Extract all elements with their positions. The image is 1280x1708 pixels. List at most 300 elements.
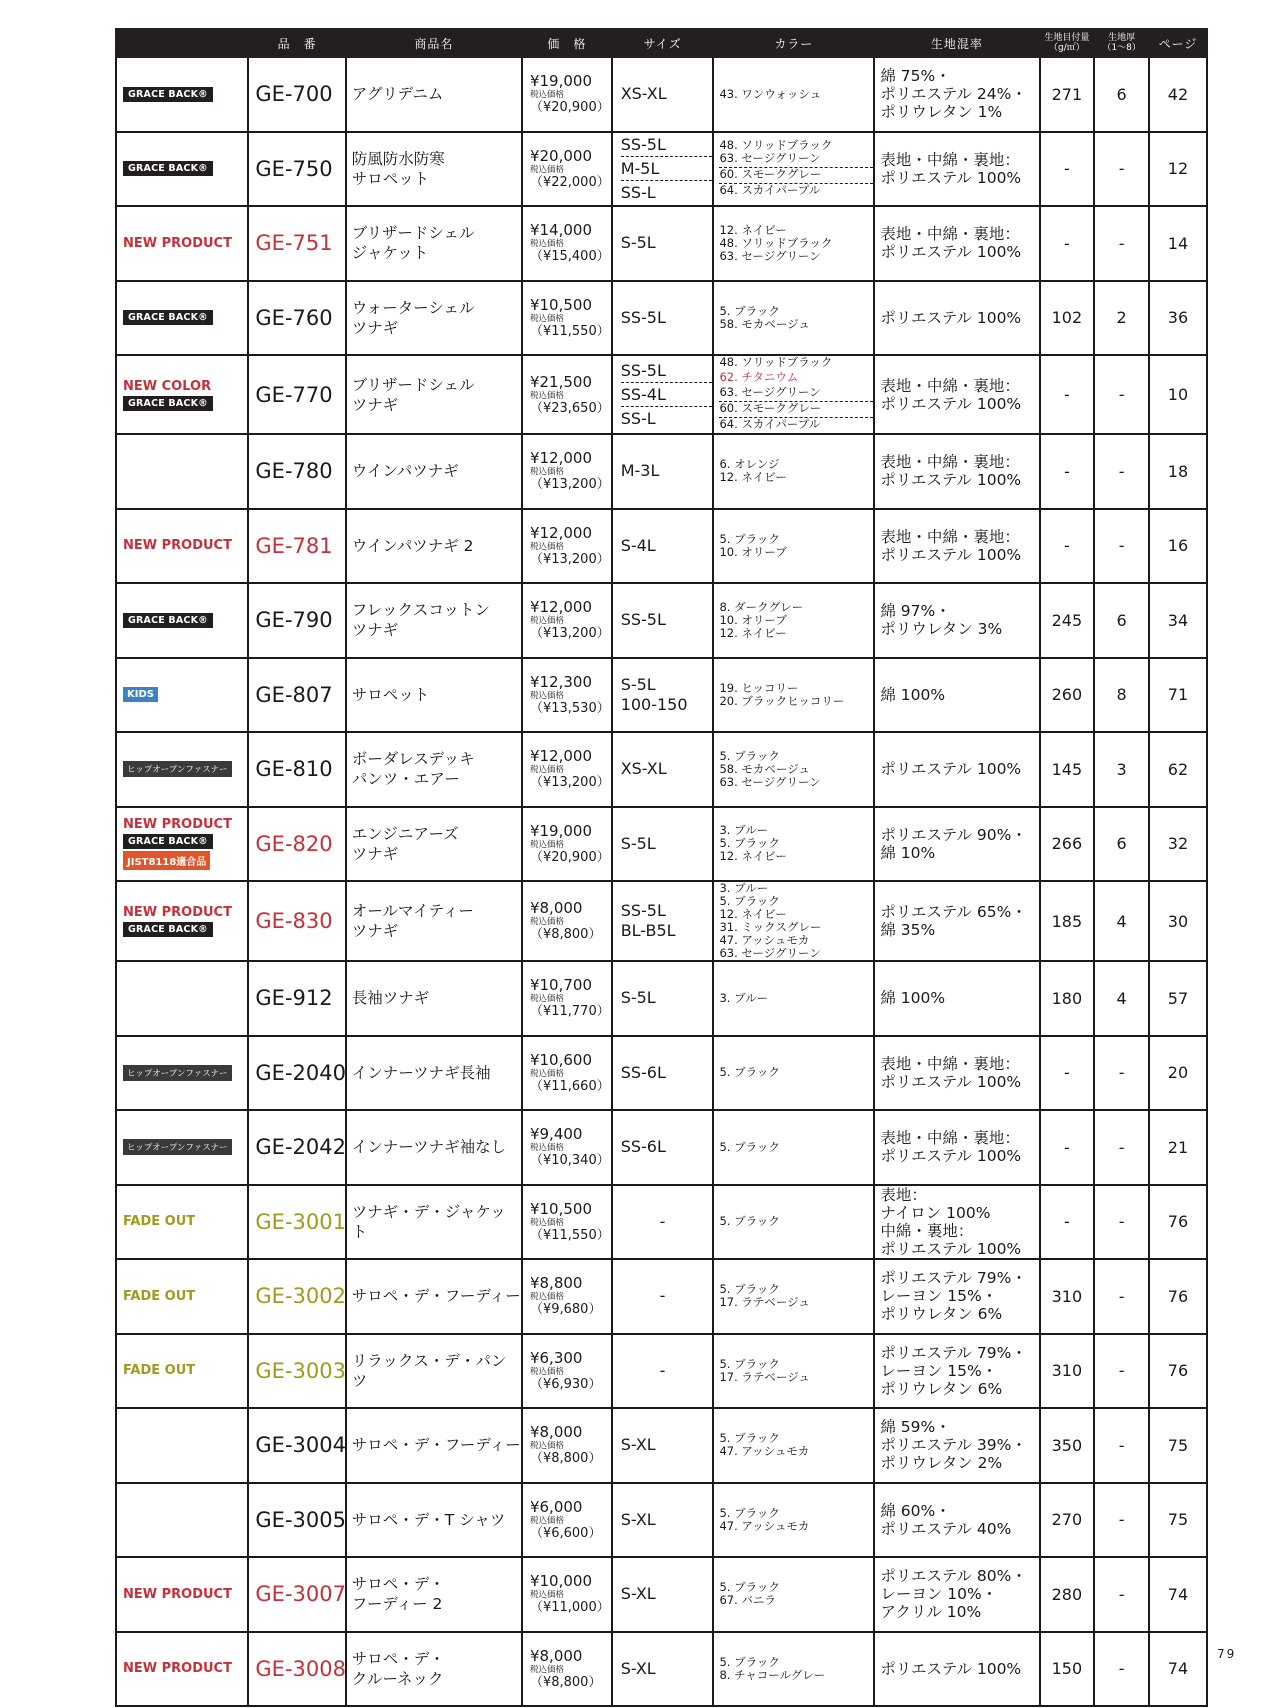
price-tax-value: （¥13,200） [529,477,610,493]
model-number: GE-770 [248,355,345,434]
badge-kids: KIDS [123,687,158,702]
badge-new-product: NEW PRODUCT [123,235,232,251]
badge-grace-back: GRACE BACK® [123,613,213,628]
price-tax-label: 税込価格 [529,1068,564,1079]
header-thickness-range: （1〜8） [1102,43,1141,53]
size-group: SS-L [620,409,656,428]
model-number: GE-2040 [248,1036,345,1111]
price-tax-value: （¥11,770） [529,1004,610,1020]
material-cell: 綿 59%・ ポリエステル 39%・ ポリウレタン 2% [874,1408,1039,1483]
table-row [116,881,1207,961]
size-group: SS-4L [621,383,713,407]
badge-cell [116,1185,248,1260]
thickness-cell: - [1094,1483,1149,1558]
material-cell: ポリエステル 79%・ レーヨン 15%・ ポリウレタン 6% [874,1259,1039,1334]
thickness-cell: - [1094,1036,1149,1111]
price-cell [522,1483,612,1558]
model-number: GE-830 [248,881,345,961]
header-page: ページ [1149,29,1207,57]
price-cell [522,1557,612,1632]
price-cell [522,658,612,733]
color-group: 60. スモークグレー [719,402,873,418]
price-tax-label: 税込価格 [529,1217,564,1228]
material-cell: ポリエステル 65%・ 綿 35% [874,881,1039,961]
price-value: ¥8,000 [529,899,583,917]
badge-new-product: NEW PRODUCT [123,817,232,833]
table-row [116,1632,1207,1707]
material-cell: ポリエステル 80%・ レーヨン 10%・ アクリル 10% [874,1557,1039,1632]
material-cell: 表地・中綿・裏地： ポリエステル 100% [874,1110,1039,1185]
price-tax-value: （¥6,930） [529,1376,602,1392]
badge-cell [116,206,248,281]
price-value: ¥9,400 [529,1125,583,1144]
size-groups [621,133,713,204]
thickness-cell: - [1094,1110,1149,1185]
model-number: GE-2042 [248,1110,345,1185]
weight-cell: 310 [1040,1334,1095,1409]
weight-cell: 245 [1040,583,1095,658]
product-name: 長袖ツナギ [346,961,522,1036]
price-cell [522,132,612,207]
model-number: GE-820 [248,807,345,882]
material-cell: 表地： ナイロン 100% 中綿・裏地： ポリエステル 100% [874,1185,1039,1260]
material-cell: 綿 75%・ ポリエステル 24%・ ポリウレタン 1% [874,57,1039,132]
product-name: エンジニアーズ ツナギ [346,807,522,882]
page-cell: 75 [1149,1408,1207,1483]
size-cell: SS-5L BL-B5L [612,881,714,961]
price-tax-label: 税込価格 [529,1292,564,1303]
model-number: GE-912 [248,961,345,1036]
weight-cell: 185 [1040,881,1095,961]
material-cell: ポリエステル 90%・ 綿 10% [874,807,1039,882]
price-cell [522,281,612,356]
badge-cell [116,807,248,882]
header-thickness-label: 生地厚 [1108,33,1136,43]
product-name: サロペ・デ・フーディー [346,1408,522,1483]
page-cell: 42 [1149,57,1207,132]
color-cell [713,355,874,434]
color-cell: 5. ブラック 47. アッシュモカ [713,1408,874,1483]
price-tax-label: 税込価格 [529,917,564,927]
weight-cell: 310 [1040,1259,1095,1334]
badge-hip-open-zipper: ヒップオープンファスナー [123,1139,232,1155]
price-value: ¥12,000 [529,449,592,468]
material-cell: 表地・中綿・裏地： ポリエステル 100% [874,509,1039,584]
size-cell: SS-5L [612,583,714,658]
model-number: GE-3004 [248,1408,345,1483]
price-value: ¥8,000 [529,1646,583,1665]
thickness-cell: 4 [1094,961,1149,1036]
color-cell: 5. ブラック 67. バニラ [713,1557,874,1632]
header-row [116,29,1207,57]
table-row [116,1036,1207,1111]
price-tax-label: 税込価格 [529,1441,564,1452]
product-name: オールマイティー ツナギ [346,881,522,961]
price-value: ¥12,000 [529,598,592,617]
product-name: インナーツナギ長袖 [346,1036,522,1111]
price-tax-label: 税込価格 [529,765,564,776]
thickness-cell: 4 [1094,881,1149,961]
size-group: SS-L [620,183,656,203]
table-row [116,583,1207,658]
size-cell: S-4L [612,509,714,584]
model-number: GE-3003 [248,1334,345,1409]
weight-cell: - [1040,434,1095,509]
thickness-cell: - [1094,206,1149,281]
size-cell: S-5L [612,206,714,281]
color-groups [719,356,873,433]
product-name: リラックス・デ・パンツ [346,1334,522,1409]
material-cell: 綿 60%・ ポリエステル 40% [874,1483,1039,1558]
table-row [116,1483,1207,1558]
price-value: ¥6,000 [529,1497,583,1516]
price-tax-value: （¥20,900） [529,849,610,865]
size-cell: S-5L 100-150 [612,658,714,733]
model-number: GE-780 [248,434,345,509]
model-number: GE-3005 [248,1483,345,1558]
price-value: ¥12,000 [529,523,592,542]
material-cell: 綿 100% [874,658,1039,733]
badge-cell [116,881,248,961]
thickness-cell: 6 [1094,583,1149,658]
badge-cell [116,281,248,356]
size-group: M-5L [621,157,713,181]
table-row [116,732,1207,807]
badge-grace-back: GRACE BACK® [123,834,213,849]
thickness-cell: 3 [1094,732,1149,807]
price-tax-value: （¥10,340） [529,1153,610,1169]
color-cell: 6. オレンジ 12. ネイビー [713,434,874,509]
price-value: ¥14,000 [529,221,592,240]
color-cell: 5. ブラック [713,1036,874,1111]
price-cell [522,206,612,281]
model-number: GE-790 [248,583,345,658]
page-cell: 36 [1149,281,1207,356]
product-name: フレックスコットン ツナギ [346,583,522,658]
weight-cell: 260 [1040,658,1095,733]
page-cell: 62 [1149,732,1207,807]
table-row [116,57,1207,132]
price-tax-label: 税込価格 [529,313,564,324]
page-cell: 74 [1149,1632,1207,1707]
price-tax-value: （¥11,550） [529,1227,610,1243]
thickness-cell: 6 [1094,57,1149,132]
model-number: GE-3008 [248,1632,345,1707]
color-groups [719,139,873,199]
price-value: ¥12,000 [529,747,592,766]
weight-cell: - [1040,206,1095,281]
page-cell: 32 [1149,807,1207,882]
price-tax-value: （¥6,600） [529,1525,602,1541]
badge-cell [116,1557,248,1632]
size-groups [621,359,713,430]
thickness-cell: - [1094,509,1149,584]
color-cell: 5. ブラック 17. ラテベージュ [713,1259,874,1334]
color-cell: 12. ネイビー 48. ソリッドブラック 63. セージグリーン [713,206,874,281]
weight-cell: 271 [1040,57,1095,132]
price-tax-label: 税込価格 [529,616,564,627]
price-tax-value: （¥8,800） [529,1451,602,1467]
price-tax-label: 税込価格 [529,164,564,175]
thickness-cell: - [1094,1185,1149,1260]
material-cell: ポリエステル 100% [874,281,1039,356]
page-cell: 10 [1149,355,1207,434]
model-number: GE-3007 [248,1557,345,1632]
material-cell: 綿 97%・ ポリウレタン 3% [874,583,1039,658]
size-cell [612,132,714,207]
weight-cell: - [1040,509,1095,584]
weight-cell: - [1040,1036,1095,1111]
product-name: ブリザードシェル ツナギ [346,355,522,434]
weight-cell: - [1040,132,1095,207]
price-cell [522,1110,612,1185]
model-number: GE-3002 [248,1259,345,1334]
thickness-cell: 6 [1094,807,1149,882]
header-color: カラー [713,29,874,57]
model-number: GE-751 [248,206,345,281]
model-number: GE-750 [248,132,345,207]
header-weight-unit: （g/㎡） [1049,43,1085,53]
price-value: ¥10,500 [529,295,592,314]
product-name: サロペット [346,658,522,733]
size-group: SS-5L [621,359,713,383]
product-name: ボーダレスデッキ パンツ・エアー [346,732,522,807]
page-cell: 74 [1149,1557,1207,1632]
badge-cell [116,732,248,807]
thickness-cell: - [1094,1557,1149,1632]
page-cell: 20 [1149,1036,1207,1111]
color-cell: 5. ブラック 8. チャコールグレー [713,1632,874,1707]
price-cell [522,1632,612,1707]
weight-cell: - [1040,1110,1095,1185]
price-value: ¥10,000 [529,1572,592,1591]
price-tax-label: 税込価格 [529,1590,564,1601]
product-name: アグリデニム [346,57,522,132]
material-cell: 表地・中綿・裏地： ポリエステル 100% [874,355,1039,434]
price-cell [522,434,612,509]
price-cell [522,881,612,961]
product-name: ブリザードシェル ジャケット [346,206,522,281]
table-row [116,281,1207,356]
page-cell: 76 [1149,1259,1207,1334]
badge-cell [116,658,248,733]
page-cell: 76 [1149,1185,1207,1260]
price-tax-label: 税込価格 [529,239,564,250]
price-cell [522,1185,612,1260]
price-value: ¥12,300 [529,672,592,691]
price-tax-label: 税込価格 [529,1515,564,1526]
badge-cell [116,434,248,509]
price-tax-value: （¥13,200） [529,551,610,567]
price-value: ¥19,000 [529,821,592,840]
size-group: SS-5L [621,133,713,157]
page-cell: 71 [1149,658,1207,733]
size-cell: S-XL [612,1557,714,1632]
header-material: 生地混率 [874,29,1039,57]
model-number: GE-3001 [248,1185,345,1260]
model-number: GE-807 [248,658,345,733]
product-name: サロペ・デ・ フーディー 2 [346,1557,522,1632]
price-tax-label: 税込価格 [529,390,564,401]
size-cell: SS-6L [612,1036,714,1111]
size-cell: S-5L [612,807,714,882]
price-cell [522,509,612,584]
price-value: ¥10,700 [529,976,592,995]
size-cell: XS-XL [612,57,714,132]
price-cell [522,1408,612,1483]
size-cell: SS-6L [612,1110,714,1185]
price-tax-value: （¥11,000） [529,1600,610,1616]
badge-new-product: NEW PRODUCT [123,1661,232,1677]
size-cell: M-3L [612,434,714,509]
material-cell: 表地・中綿・裏地： ポリエステル 100% [874,434,1039,509]
badge-new-product: NEW PRODUCT [123,538,232,554]
price-tax-value: （¥11,550） [529,323,610,339]
size-cell: S-XL [612,1483,714,1558]
price-cell [522,583,612,658]
badge-new-product: NEW PRODUCT [123,905,232,920]
page-cell: 75 [1149,1483,1207,1558]
price-cell [522,1036,612,1111]
badge-cell [116,57,248,132]
size-cell: - [612,1334,714,1409]
size-cell: - [612,1185,714,1260]
badge-cell [116,1483,248,1558]
badge-hip-open-zipper: ヒップオープンファスナー [123,761,232,777]
header-weight-label: 生地目付量 [1044,33,1090,43]
header-price: 価 格 [522,29,612,57]
price-value: ¥20,000 [529,146,592,165]
price-tax-value: （¥20,900） [529,100,610,116]
weight-cell: 180 [1040,961,1095,1036]
page-cell: 34 [1149,583,1207,658]
price-tax-label: 税込価格 [529,994,564,1005]
badge-cell [116,132,248,207]
badge-grace-back: GRACE BACK® [123,161,213,176]
table-row [116,206,1207,281]
material-cell: ポリエステル 79%・ レーヨン 15%・ ポリウレタン 6% [874,1334,1039,1409]
badge-grace-back: GRACE BACK® [123,396,213,411]
color-cell: 5. ブラック 47. アッシュモカ [713,1483,874,1558]
model-number: GE-760 [248,281,345,356]
page-cell: 14 [1149,206,1207,281]
color-cell [713,132,874,207]
thickness-cell: - [1094,355,1149,434]
size-cell: S-XL [612,1632,714,1707]
product-name: サロペ・デ・フーディー [346,1259,522,1334]
color-cell: 5. ブラック 58. モカベージュ [713,281,874,356]
color-cell: 3. ブルー 5. ブラック 12. ネイビー 31. ミックスグレー 47. アッシュモカ 63. セージグリーン [713,881,874,961]
size-cell: - [612,1259,714,1334]
header-size: サイズ [612,29,714,57]
page-cell: 57 [1149,961,1207,1036]
price-tax-value: （¥8,800） [529,1674,602,1690]
badge-cell [116,1110,248,1185]
table-row [116,1334,1207,1409]
price-tax-label: 税込価格 [529,1664,564,1675]
color-group: 63. セージグリーン [719,386,873,402]
color-cell: 5. ブラック 10. オリーブ [713,509,874,584]
price-value: ¥10,600 [529,1050,592,1069]
price-tax-label: 税込価格 [529,1143,564,1154]
table-row [116,1110,1207,1185]
color-group: 64. スカイパープル [719,182,821,197]
price-cell [522,57,612,132]
size-cell [612,355,714,434]
page-cell: 12 [1149,132,1207,207]
color-cell: 5. ブラック 17. ラテベージュ [713,1334,874,1409]
price-tax-value: （¥9,680） [529,1302,602,1318]
price-tax-value: （¥13,530） [529,700,610,716]
color-cell: 5. ブラック [713,1185,874,1260]
price-cell [522,355,612,434]
product-name: ウインパツナギ [346,434,522,509]
weight-cell: 145 [1040,732,1095,807]
color-cell: 5. ブラック 58. モカベージュ 63. セージグリーン [713,732,874,807]
price-value: ¥10,500 [529,1199,592,1218]
header-badge [116,29,248,57]
price-value: ¥21,500 [529,372,592,391]
price-cell [522,807,612,882]
product-name: ツナギ・デ・ジャケット [346,1185,522,1260]
price-tax-label: 税込価格 [529,90,564,101]
product-name: ウォーターシェル ツナギ [346,281,522,356]
product-rows [116,57,1207,1706]
page-cell: 16 [1149,509,1207,584]
thickness-cell: - [1094,1334,1149,1409]
table-row [116,434,1207,509]
color-group: 48. ソリッドブラック 63. セージグリーン [719,139,873,168]
page-number: 79 [1217,1647,1237,1661]
price-tax-value: （¥13,200） [529,775,610,791]
badge-cell [116,355,248,434]
material-cell: 表地・中綿・裏地： ポリエステル 100% [874,206,1039,281]
table-row [116,961,1207,1036]
table-row [116,1408,1207,1483]
color-cell: 19. ヒッコリー 20. ブラックヒッコリー [713,658,874,733]
thickness-cell: 8 [1094,658,1149,733]
page-cell: 18 [1149,434,1207,509]
table-row [116,1185,1207,1260]
badge-fade-out: FADE OUT [123,1363,196,1379]
badge-cell [116,1632,248,1707]
thickness-cell: - [1094,1632,1149,1707]
price-tax-label: 税込価格 [529,839,564,850]
material-cell: 綿 100% [874,961,1039,1036]
price-cell [522,1259,612,1334]
price-tax-label: 税込価格 [529,467,564,478]
price-cell [522,961,612,1036]
header-name: 商品名 [346,29,522,57]
weight-cell: - [1040,355,1095,434]
badge-cell [116,961,248,1036]
product-name: インナーツナギ袖なし [346,1110,522,1185]
size-cell: XS-XL [612,732,714,807]
thickness-cell: - [1094,1259,1149,1334]
color-group: 62. チタニウム [719,370,799,384]
badge-hip-open-zipper: ヒップオープンファスナー [123,1065,232,1081]
table-row [116,658,1207,733]
color-cell: 5. ブラック [713,1110,874,1185]
thickness-cell: 2 [1094,281,1149,356]
weight-cell: 102 [1040,281,1095,356]
badge-cell [116,583,248,658]
badge-new-product: NEW PRODUCT [123,1586,232,1602]
header-weight [1040,29,1095,57]
weight-cell: - [1040,1185,1095,1260]
badge-jist8118: JIST8118適合品 [123,851,210,870]
model-number: GE-700 [248,57,345,132]
